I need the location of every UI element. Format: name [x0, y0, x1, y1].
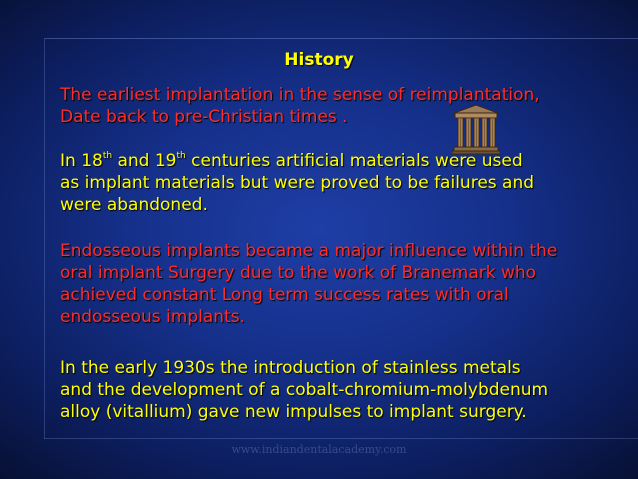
text-line: In the early 1930s the introduction of stainless metals — [60, 358, 521, 378]
text-line: Date back to pre-Christian times . — [60, 107, 348, 127]
text-span: and 19 — [112, 151, 177, 171]
text-line: oral implant Surgery due to the work of Branemark who — [60, 263, 537, 283]
text-line: as implant materials but were proved to be failures and — [60, 173, 535, 193]
text-line: endosseous implants. — [60, 307, 245, 327]
text-line: The earliest implantation in the sense of reimplantation, — [60, 85, 540, 105]
text-line — [60, 150, 630, 172]
slide-frame-bottom-line — [44, 438, 638, 439]
greek-columns-icon — [452, 103, 500, 155]
text-line: and the development of a cobalt-chromium-molybdenum — [60, 380, 549, 400]
paragraph-vitallium-alloy — [60, 357, 630, 423]
paragraph-earliest-implantation — [60, 84, 630, 128]
ordinal-superscript: th — [102, 151, 113, 161]
text-line: were abandoned. — [60, 195, 208, 215]
ordinal-superscript: th — [176, 151, 186, 161]
text-line: Endosseous implants became a major influence within the — [60, 241, 558, 261]
paragraph-endosseous-implants — [60, 240, 630, 328]
text-line: alloy (vitallium) gave new impulses to implant surgery. — [60, 402, 527, 422]
slide-title: History — [284, 50, 354, 70]
text-span: In 18 — [60, 151, 103, 171]
text-line: achieved constant Long term success rates with oral — [60, 285, 509, 305]
watermark: www.indiandentalacademy.com — [231, 443, 407, 456]
paragraph-artificial-materials — [60, 150, 630, 216]
text-span: centuries artificial materials were used — [185, 151, 523, 171]
